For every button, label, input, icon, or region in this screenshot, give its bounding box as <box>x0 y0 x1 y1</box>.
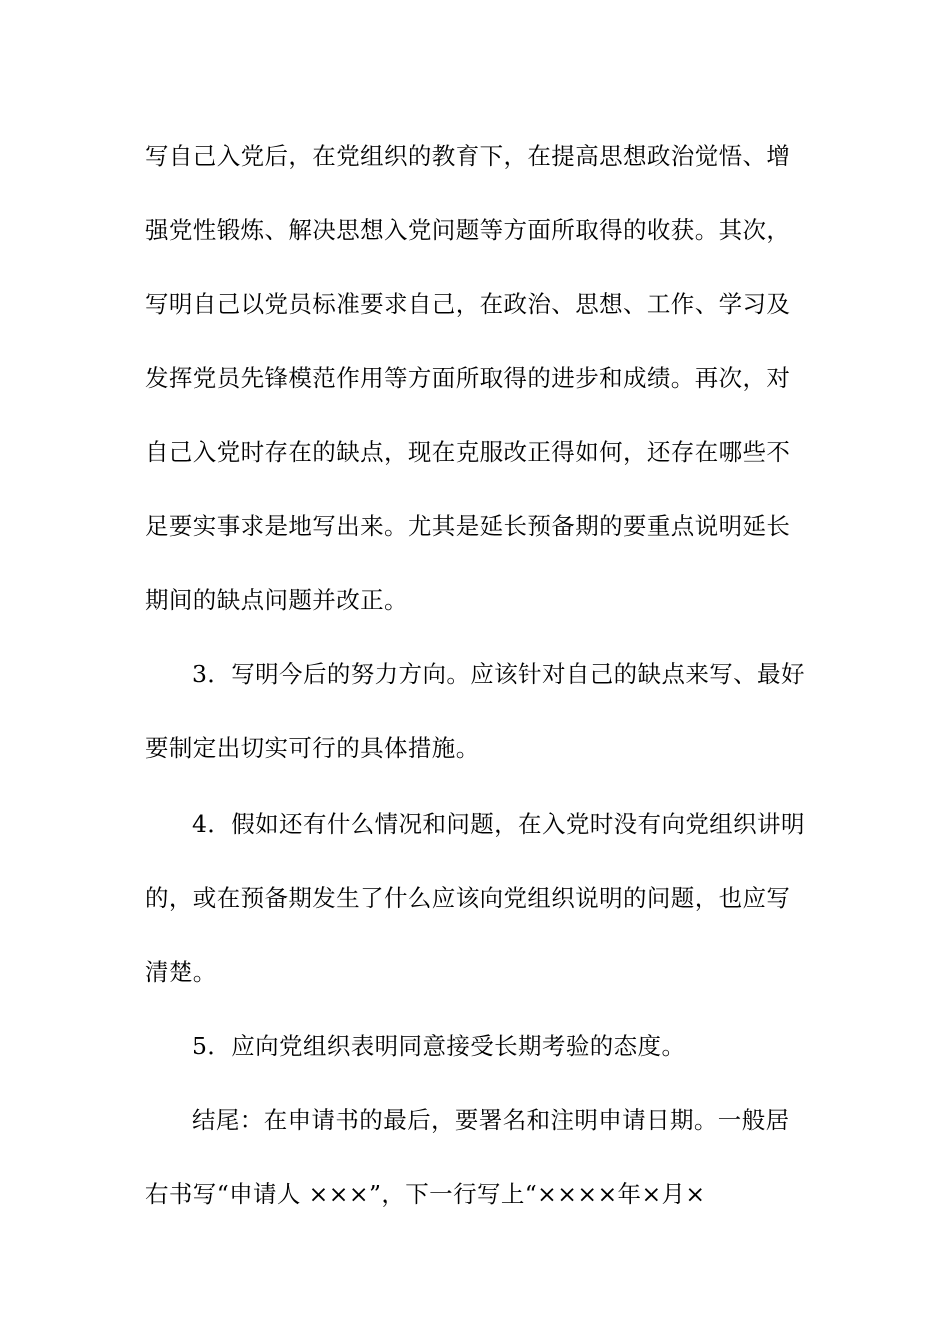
text-line-15: 右书写“申请人 ×××”，下一行写上“××××年×月× <box>145 1180 706 1208</box>
text-line-13: 5．应向党组织表明同意接受长期考验的态度。 <box>192 1032 686 1060</box>
text-line-3: 写明自己以党员标准要求自己，在政治、思想、工作、学习及 <box>145 290 791 318</box>
text-line-6: 足要实事求是地写出来。尤其是延长预备期的要重点说明延长 <box>145 512 791 540</box>
text-line-12: 清楚。 <box>145 958 217 986</box>
text-line-14: 结尾：在申请书的最后，要署名和注明申请日期。一般居 <box>192 1106 790 1134</box>
text-line-9: 要制定出切实可行的具体措施。 <box>145 734 480 762</box>
text-line-2: 强党性锻炼、解决思想入党问题等方面所取得的收获。其次， <box>145 216 791 244</box>
text-line-10: 4．假如还有什么情况和问题，在入党时没有向党组织讲明 <box>192 810 805 838</box>
text-line-7: 期间的缺点问题并改正。 <box>145 586 408 614</box>
text-line-4: 发挥党员先锋模范作用等方面所取得的进步和成绩。再次，对 <box>145 364 791 392</box>
text-line-8: 3．写明今后的努力方向。应该针对自己的缺点来写、最好 <box>192 660 805 688</box>
text-line-11: 的，或在预备期发生了什么应该向党组织说明的问题，也应写 <box>145 884 791 912</box>
text-line-1: 写自己入党后，在党组织的教育下，在提高思想政治觉悟、增 <box>145 142 791 170</box>
text-line-5: 自己入党时存在的缺点，现在克服改正得如何，还存在哪些不 <box>145 438 791 466</box>
